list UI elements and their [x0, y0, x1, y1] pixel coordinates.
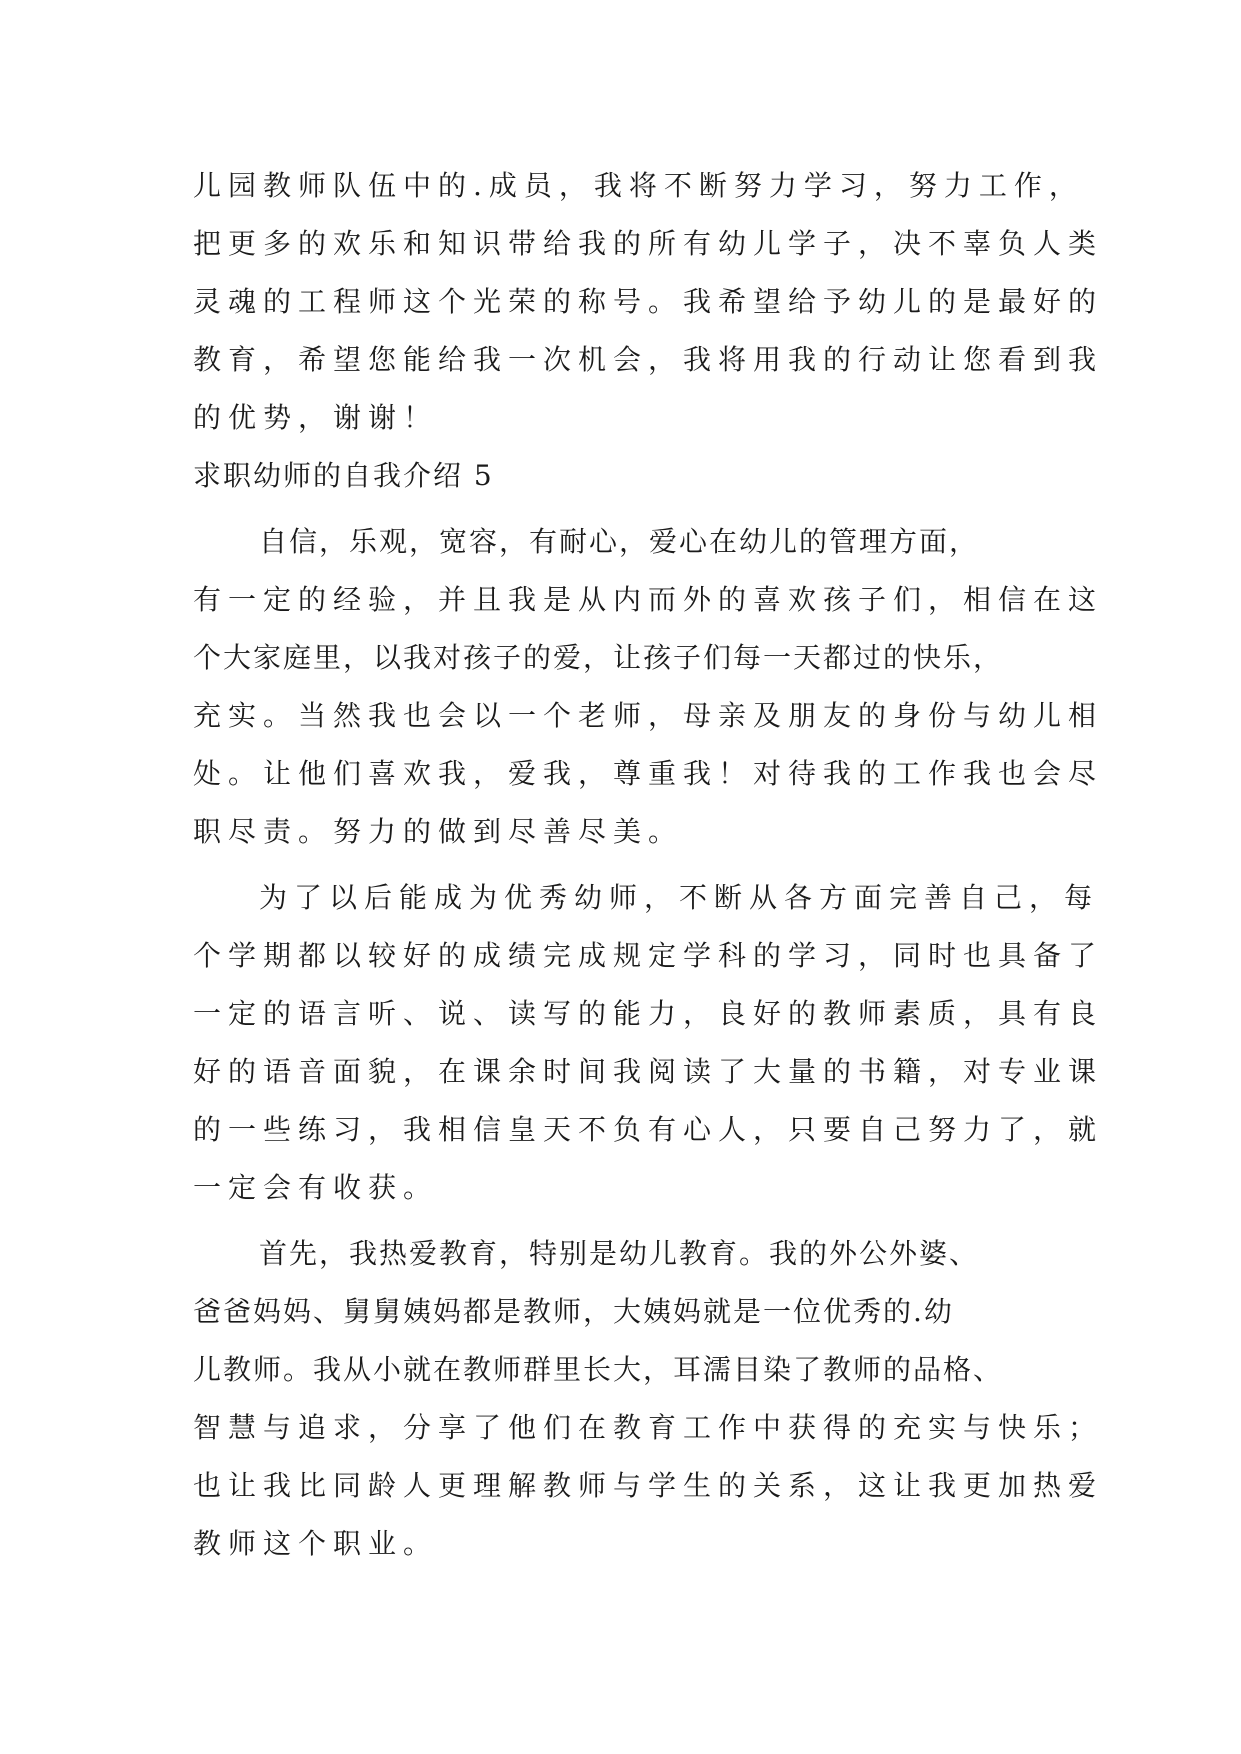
intro-paragraph: [193, 157, 1104, 447]
text-line: 也让我比同龄人更理解教师与学生的关系，这让我更加热爱: [193, 1469, 1104, 1502]
text-line: 把更多的欢乐和知识带给我的所有幼儿学子，决不辜负人类: [193, 227, 1104, 260]
text-line: 充实。当然我也会以一个老师，母亲及朋友的身份与幼儿相: [193, 699, 1104, 732]
text-line: 一定会有收获。: [193, 1171, 439, 1204]
text-line: 处。让他们喜欢我，爱我，尊重我！对待我的工作我也会尽: [193, 757, 1104, 790]
paragraph-2: [193, 869, 1104, 1217]
text-line: 的优势，谢谢！: [193, 401, 439, 434]
text-line: 首先，我热爱教育，特别是幼儿教育。我的外公外婆、: [259, 1237, 980, 1270]
text-line: 有一定的经验，并且我是从内而外的喜欢孩子们，相信在这: [193, 583, 1104, 616]
text-line: 爸爸妈妈、舅舅姨妈都是教师，大姨妈就是一位优秀的.幼: [193, 1295, 954, 1328]
document-body: [193, 157, 1104, 1573]
section-title: 求职幼师的自我介绍 5: [193, 459, 494, 492]
text-line: 为了以后能成为优秀幼师，不断从各方面完善自己，每: [259, 881, 1100, 914]
text-line: 儿园教师队伍中的.成员，我将不断努力学习，努力工作，: [193, 169, 1084, 202]
text-line: 个大家庭里，以我对孩子的爱，让孩子们每一天都过的快乐，: [193, 641, 1004, 674]
text-line: 教师这个职业。: [193, 1527, 439, 1560]
text-line: 自信，乐观，宽容，有耐心，爱心在幼儿的管理方面，: [259, 525, 980, 558]
text-line: 一定的语言听、说、读写的能力，良好的教师素质，具有良: [193, 997, 1104, 1030]
text-line: 个学期都以较好的成绩完成规定学科的学习，同时也具备了: [193, 939, 1104, 972]
text-line: 智慧与追求，分享了他们在教育工作中获得的充实与快乐；: [193, 1411, 1104, 1444]
paragraph-1: [193, 513, 1104, 861]
text-line: 教育，希望您能给我一次机会，我将用我的行动让您看到我: [193, 343, 1104, 376]
text-line: 职尽责。努力的做到尽善尽美。: [193, 815, 684, 848]
text-line: 灵魂的工程师这个光荣的称号。我希望给予幼儿的是最好的: [193, 285, 1104, 318]
paragraph-3: [193, 1225, 1104, 1573]
text-line: 好的语音面貌，在课余时间我阅读了大量的书籍，对专业课: [193, 1055, 1104, 1088]
text-line: 儿教师。我从小就在教师群里长大，耳濡目染了教师的品格、: [193, 1353, 1004, 1386]
text-line: 的一些练习，我相信皇天不负有心人，只要自己努力了，就: [193, 1113, 1104, 1146]
